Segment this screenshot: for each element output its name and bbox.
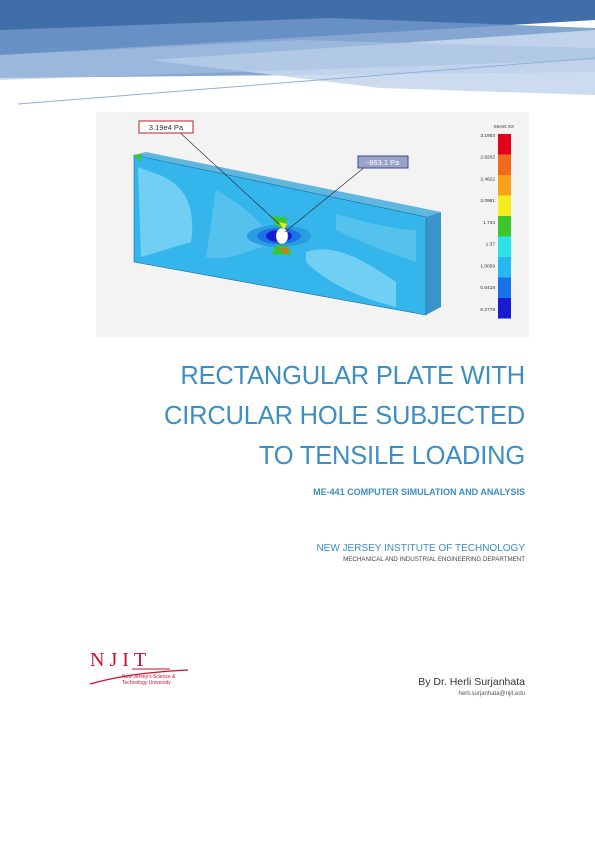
callout-right-label: -863.1 Pa — [366, 158, 400, 167]
author-block — [418, 675, 525, 699]
stress-contour-figure — [96, 112, 529, 337]
legend-swatch — [498, 237, 511, 258]
title-line-1: RECTANGULAR PLATE WITH — [180, 362, 525, 390]
njit-logo — [88, 646, 198, 696]
stress-legend — [480, 133, 511, 319]
legend-swatch — [498, 155, 511, 176]
logo-letters: NJIT — [90, 649, 152, 671]
title-line-3: TO TENSILE LOADING — [258, 442, 525, 470]
plate-side-face — [426, 212, 441, 315]
legend-swatch — [498, 216, 511, 237]
legend-swatch — [498, 196, 511, 217]
legend-value: 1.0059 — [480, 264, 495, 270]
legend-value: 1.37 — [485, 242, 495, 248]
legend-swatch — [498, 298, 511, 319]
author-name: By Dr. Herli Surjanhata — [418, 676, 525, 688]
legend-title: Stress XX — [493, 124, 514, 129]
logo-tagline-1: New Jersey's Science & — [122, 674, 176, 680]
title-line-2: CIRCULAR HOLE SUBJECTED — [164, 402, 525, 430]
legend-value: 0.2778 — [480, 307, 495, 313]
callout-left-label: 3.19e4 Pa — [148, 123, 184, 132]
legend-swatch — [498, 134, 511, 155]
legend-swatch — [498, 278, 511, 299]
legend-value: 0.6418 — [480, 286, 495, 292]
legend-value: 2.4622 — [480, 177, 495, 183]
legend-value: 2.8262 — [480, 155, 495, 161]
legend-value: 1.734 — [482, 220, 495, 226]
legend-value: 2.0981 — [480, 199, 495, 205]
legend-swatch — [498, 175, 511, 196]
legend-value: 3.1903 — [480, 134, 495, 139]
document-title — [105, 356, 525, 476]
course-name: ME-441 COMPUTER SIMULATION AND ANALYSIS — [313, 487, 525, 497]
institution-block — [316, 542, 525, 564]
legend-swatch — [498, 257, 511, 278]
author-email: herli.surjanhata@njit.edu — [458, 691, 525, 697]
department-name: MECHANICAL AND INDUSTRIAL ENGINEERING DEPARTMENT — [343, 556, 525, 563]
logo-tagline-2: Technology University — [122, 680, 171, 686]
circular-hole — [276, 228, 288, 244]
header-banner-graphic — [0, 0, 595, 110]
institution-name: NEW JERSEY INSTITUTE OF TECHNOLOGY — [316, 543, 525, 554]
